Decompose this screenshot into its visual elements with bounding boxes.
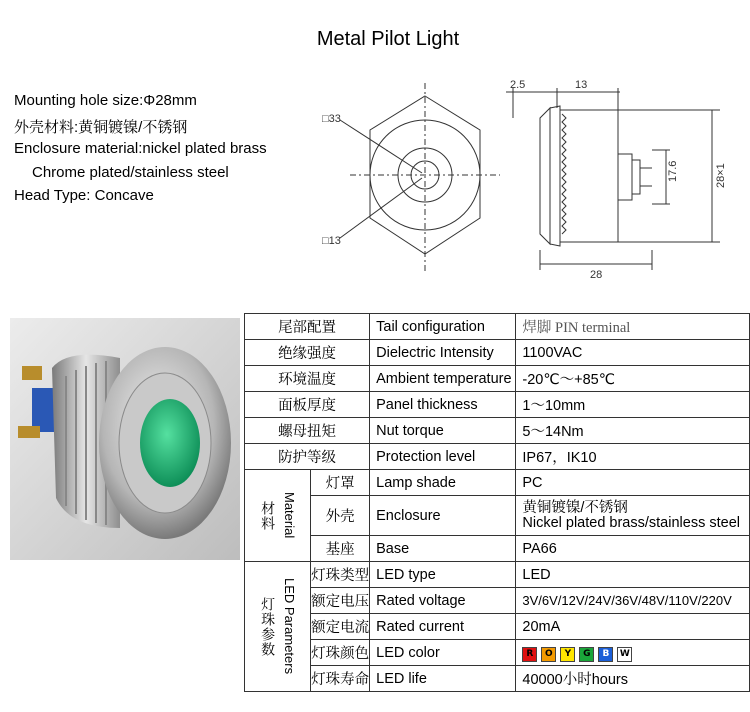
row-label-en: Rated current <box>370 614 516 640</box>
table-row <box>245 588 750 614</box>
row-label-en: Protection level <box>370 444 516 470</box>
row-value <box>516 496 750 536</box>
row-value: 焊脚 PIN terminal <box>516 314 750 340</box>
row-label-en: Panel thickness <box>370 392 516 418</box>
row-label-en: Rated voltage <box>370 588 516 614</box>
row-value: 1100VAC <box>516 340 750 366</box>
terminal <box>22 366 42 380</box>
row-value: PA66 <box>516 536 750 562</box>
table-row <box>245 392 750 418</box>
row-value: 3V/6V/12V/24V/36V/48V/110V/220V <box>516 588 750 614</box>
row-label-cn: 环境温度 <box>245 366 370 392</box>
material-group-cn: 材料 <box>260 500 277 531</box>
row-label-cn: 灯珠寿命 <box>311 666 370 692</box>
row-label-cn: 灯珠类型 <box>311 562 370 588</box>
product-photo <box>10 318 240 560</box>
table-row <box>245 418 750 444</box>
table-row <box>245 562 750 588</box>
table-row <box>245 470 750 496</box>
row-value: IP67，IK10 <box>516 444 750 470</box>
row-label-cn: 额定电流 <box>311 614 370 640</box>
page-title: Metal Pilot Light <box>316 28 460 50</box>
row-value: 40000小时hours <box>516 666 750 692</box>
row-label-en: Ambient temperature <box>370 366 516 392</box>
color-swatch-b: B <box>598 647 613 662</box>
dim-2-5: 2.5 <box>510 79 526 91</box>
material-group-label <box>245 470 311 562</box>
row-value: 5～14Nm <box>516 418 750 444</box>
row-label-en: LED life <box>370 666 516 692</box>
row-label-cn: 面板厚度 <box>245 392 370 418</box>
row-value: -20℃～+85℃ <box>516 366 750 392</box>
row-label-en: Dielectric Intensity <box>370 340 516 366</box>
dim-square-33: □33 <box>322 113 341 125</box>
enclosure-material-cn: 外壳材料:黄铜镀镍/不锈钢 <box>14 119 188 136</box>
dim-17-6: 17.6 <box>667 160 679 182</box>
chrome-plated-note: Chrome plated/stainless steel <box>32 164 229 181</box>
row-label-cn: 防护等级 <box>245 444 370 470</box>
row-label-cn: 额定电压 <box>311 588 370 614</box>
row-label-en: Enclosure <box>370 496 516 536</box>
enclosure-material-en: Enclosure material:nickel plated brass <box>14 140 267 157</box>
enclosure-value-cn: 黄铜镀镍/不锈钢 <box>522 499 628 516</box>
dim-28x1: 28×1 <box>715 163 727 188</box>
row-label-en: LED type <box>370 562 516 588</box>
row-label-cn: 尾部配置 <box>245 314 370 340</box>
led-color-swatches <box>516 640 750 666</box>
table-row <box>245 640 750 666</box>
material-group-en: Material <box>282 492 298 539</box>
table-row <box>245 340 750 366</box>
led-group-label <box>245 562 311 692</box>
terminal <box>18 426 40 438</box>
head-type: Head Type: Concave <box>14 187 154 204</box>
row-label-en: Base <box>370 536 516 562</box>
dim-28: 28 <box>590 269 603 281</box>
row-label-en: LED color <box>370 640 516 666</box>
color-swatch-r: R <box>522 647 537 662</box>
color-swatch-y: Y <box>560 647 575 662</box>
row-label-cn: 灯罩 <box>311 470 370 496</box>
table-row <box>245 444 750 470</box>
row-label-en: Tail configuration <box>370 314 516 340</box>
table-row <box>245 666 750 692</box>
row-label-en: Lamp shade <box>370 470 516 496</box>
table-row <box>245 536 750 562</box>
dim-square-13: □13 <box>322 235 341 247</box>
row-label-en: Nut torque <box>370 418 516 444</box>
row-value: 20mA <box>516 614 750 640</box>
enclosure-value-en: Nickel plated brass/stainless steel <box>522 514 740 531</box>
row-label-cn: 绝缘强度 <box>245 340 370 366</box>
color-swatch-o: O <box>541 647 556 662</box>
color-swatch-g: G <box>579 647 594 662</box>
row-label-cn: 螺母扭矩 <box>245 418 370 444</box>
led-group-en: LED Parameters <box>282 578 298 675</box>
table-row <box>245 496 750 536</box>
table-row <box>245 314 750 340</box>
row-label-cn: 灯珠颜色 <box>311 640 370 666</box>
row-label-cn: 基座 <box>311 536 370 562</box>
row-value: LED <box>516 562 750 588</box>
spec-table <box>244 313 750 692</box>
row-label-cn: 外壳 <box>311 496 370 536</box>
row-value: 1～10mm <box>516 392 750 418</box>
led-group-cn: 灯珠参数 <box>260 596 277 657</box>
color-swatch-w: W <box>617 647 632 662</box>
dim-13: 13 <box>575 79 588 91</box>
mounting-hole-size: Mounting hole size:Φ28mm <box>14 92 197 109</box>
green-lens <box>140 399 200 487</box>
table-row <box>245 366 750 392</box>
row-value: PC <box>516 470 750 496</box>
table-row <box>245 614 750 640</box>
technical-drawing <box>300 78 740 288</box>
